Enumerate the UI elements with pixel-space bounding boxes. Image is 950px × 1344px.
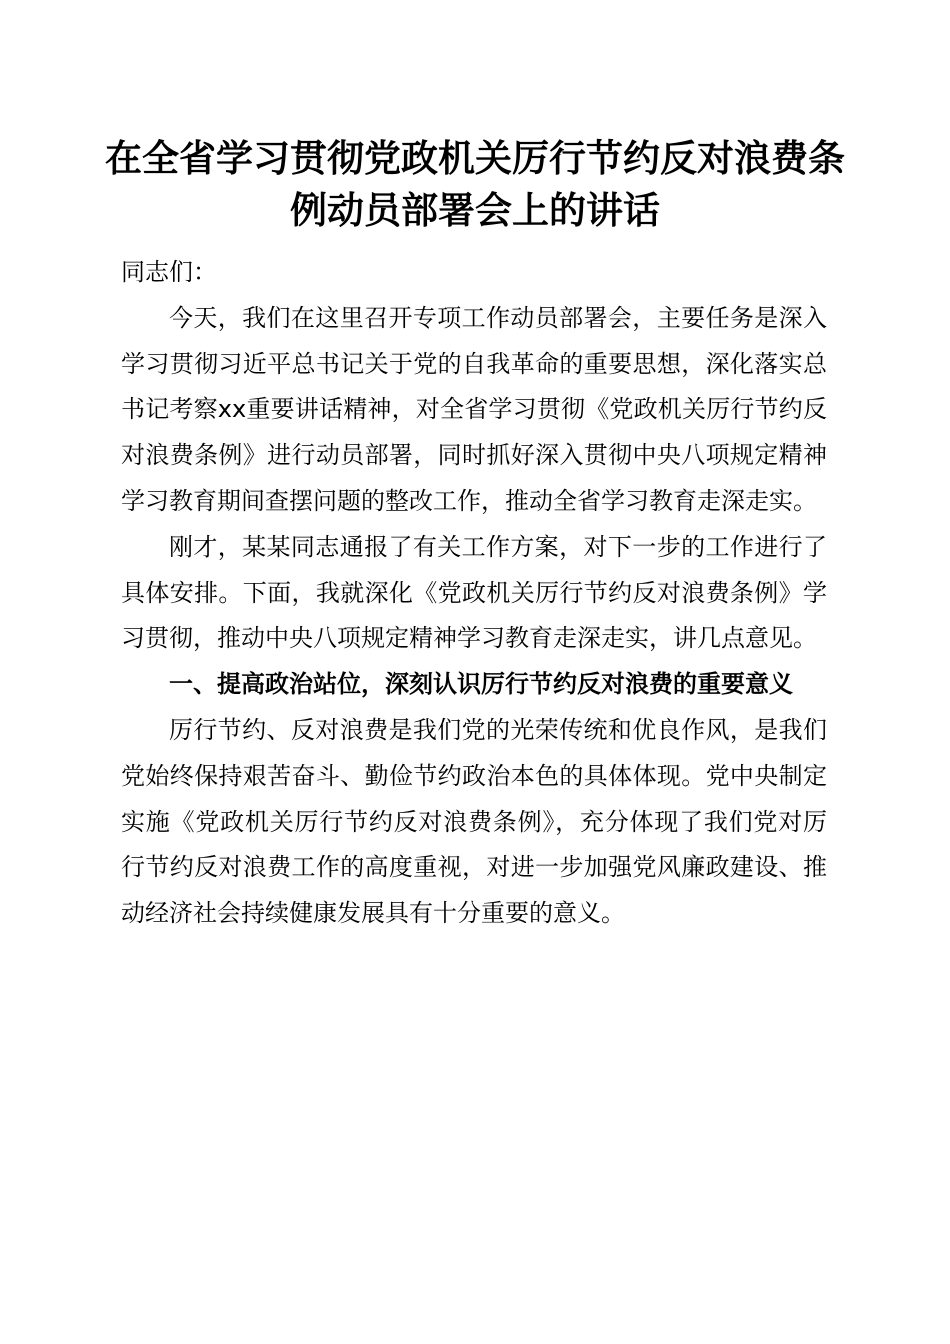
title-line-1: 在全省学习贯彻党政机关厉行节约反对浪费条 [105, 136, 845, 180]
salutation: 同志们： [121, 258, 217, 286]
paragraph-section-1: 厉行节约、反对浪费是我们党的光荣传统和优良作风，是我们党始终保持艰苦奋斗、勤俭节约政治本色的具体体现。党中央制定实施《党政机关厉行节约反对浪费条例》，充分体现了我们党对厉行节约反对浪费工作的高度重视，对进一步加强党风廉政建设、推动经济社会持续健康发展具有十分重要的意义。 [121, 715, 827, 928]
title-line-2: 例动员部署会上的讲话 [290, 188, 660, 232]
paragraph-intro: 刚才，某某同志通报了有关工作方案，对下一步的工作进行了具体安排。下面，我就深化《党政机关厉行节约反对浪费条例》学习贯彻，推动中央八项规定精神学习教育走深走实，讲几点意见。 [121, 532, 827, 653]
document-title [100, 132, 850, 236]
paragraph-opening: 今天，我们在这里召开专项工作动员部署会，主要任务是深入学习贯彻习近平总书记关于党的自我革命的重要思想，深化落实总书记考察xx重要讲话精神，对全省学习贯彻《党政机关厉行节约反对浪费条例》进行动员部署，同时抓好深入贯彻中央八项规定精神学习教育期间查摆问题的整改工作，推动全省学习教育走深走实。 [121, 303, 827, 515]
section-heading-1: 一、提高政治站位，深刻认识厉行节约反对浪费的重要意义 [169, 670, 793, 699]
document-body [121, 250, 827, 937]
